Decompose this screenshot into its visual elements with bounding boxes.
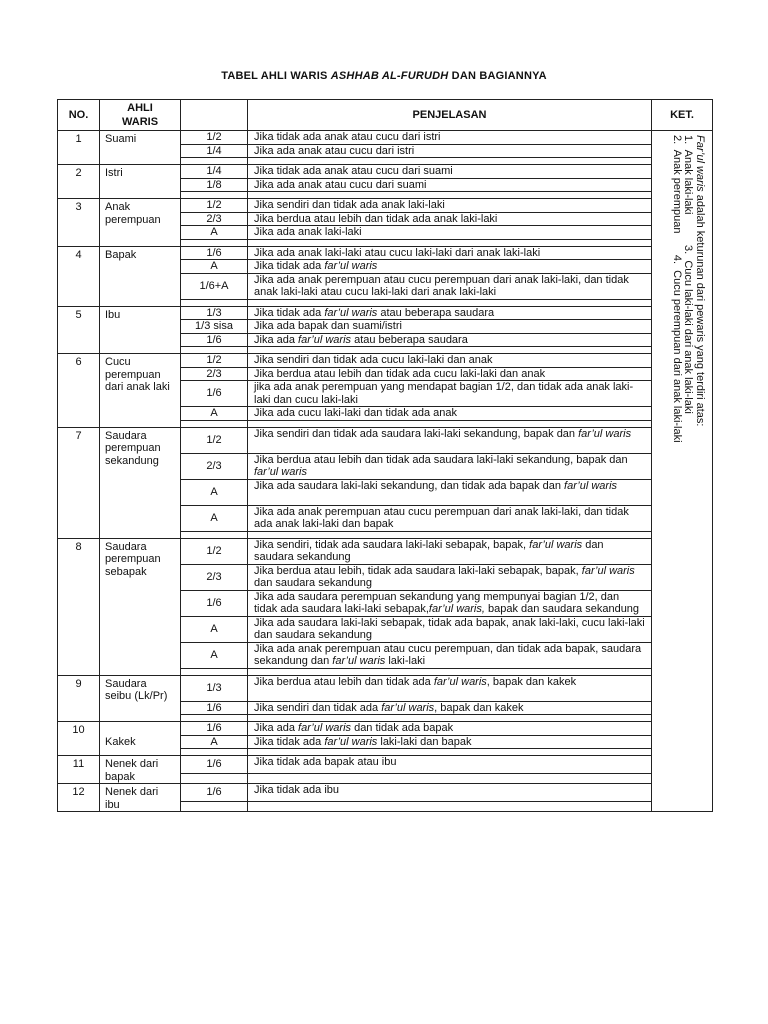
penjelasan-cell: Jika sendiri dan tidak ada far’ul waris, bapak dan kakek <box>248 701 652 715</box>
spacer-cell <box>181 192 248 199</box>
table-row <box>58 199 713 213</box>
penjelasan-cell: Jika berdua atau lebih dan tidak ada cucu laki-laki dan anak <box>248 367 652 381</box>
penjelasan-cell: Jika berdua atau lebih dan tidak ada far’ul waris, bapak dan kakek <box>248 675 652 701</box>
penjelasan-cell: Jika tidak ada far’ul waris <box>248 260 652 274</box>
penjelasan-cell: Jika tidak ada anak atau cucu dari suami <box>248 165 652 179</box>
penjelasan-cell: Jika ada anak perempuan atau cucu perempuan, dan tidak ada bapak, saudara sekandung dan far’ul waris laki-laki <box>248 642 652 668</box>
penjelasan-cell: Jika ada bapak dan suami/istri <box>248 320 652 334</box>
ahli-waris-name: Saudara seibu (Lk/Pr) <box>100 675 181 722</box>
spacer-cell <box>181 774 248 784</box>
bagian-cell: 1/2 <box>181 199 248 213</box>
bagian-cell: 2/3 <box>181 367 248 381</box>
spacer-cell <box>181 420 248 427</box>
spacer-cell <box>181 239 248 246</box>
spacer-cell <box>248 239 652 246</box>
penjelasan-cell: Jika sendiri dan tidak ada anak laki-laki <box>248 199 652 213</box>
penjelasan-cell: Jika tidak ada anak atau cucu dari istri <box>248 131 652 145</box>
spacer-cell <box>181 531 248 538</box>
penjelasan-cell: Jika berdua atau lebih dan tidak ada saudara laki-laki sekandung, bapak dan far’ul waris <box>248 453 652 479</box>
ket-term: Far’ul waris <box>694 135 706 192</box>
bagian-cell: 1/6 <box>181 784 248 802</box>
penjelasan-cell: Jika tidak ada ibu <box>248 784 652 802</box>
bagian-cell: A <box>181 479 248 505</box>
spacer-cell <box>181 749 248 756</box>
bagian-cell: 1/6 <box>181 756 248 774</box>
table-row <box>58 538 713 564</box>
row-number: 2 <box>58 165 100 199</box>
ahli-waris-name: Istri <box>100 165 181 199</box>
ket-note <box>671 135 706 465</box>
penjelasan-cell: Jika ada anak laki-laki <box>248 226 652 240</box>
bagian-cell: 2/3 <box>181 453 248 479</box>
spacer-cell <box>248 774 652 784</box>
bagian-cell: 1/2 <box>181 354 248 368</box>
bagian-cell: 1/2 <box>181 538 248 564</box>
table-row <box>58 354 713 368</box>
penjelasan-cell: Jika ada far’ul waris atau beberapa saudara <box>248 333 652 347</box>
penjelasan-cell: Jika ada cucu laki-laki dan tidak ada anak <box>248 407 652 421</box>
bagian-cell: 1/6 <box>181 701 248 715</box>
bagian-cell: 1/6+A <box>181 273 248 299</box>
bagian-cell: 1/4 <box>181 144 248 158</box>
penjelasan-cell: Jika berdua atau lebih dan tidak ada anak laki-laki <box>248 212 652 226</box>
bagian-cell: 1/2 <box>181 131 248 145</box>
ahli-waris-name: Ibu <box>100 306 181 354</box>
table-row <box>58 784 713 802</box>
bagian-cell: 1/6 <box>181 381 248 407</box>
penjelasan-cell: Jika sendiri dan tidak ada cucu laki-laki dan anak <box>248 354 652 368</box>
bagian-cell: 2/3 <box>181 212 248 226</box>
spacer-cell <box>248 347 652 354</box>
row-number: 4 <box>58 246 100 306</box>
bagian-cell: A <box>181 407 248 421</box>
bagian-cell: 2/3 <box>181 564 248 590</box>
bagian-cell: 1/6 <box>181 590 248 616</box>
row-number: 7 <box>58 427 100 538</box>
spacer-cell <box>248 802 652 812</box>
row-number: 11 <box>58 756 100 784</box>
penjelasan-cell: Jika tidak ada bapak atau ibu <box>248 756 652 774</box>
spacer-cell <box>248 158 652 165</box>
ahli-waris-name: Saudara perempuan sekandung <box>100 427 181 538</box>
header-penjelasan: PENJELASAN <box>248 100 652 131</box>
row-number: 5 <box>58 306 100 354</box>
ahli-waris-name: Kakek <box>100 722 181 756</box>
row-number: 6 <box>58 354 100 428</box>
header-ket: KET. <box>652 100 713 131</box>
table-header-row <box>58 100 713 131</box>
spacer-cell <box>181 668 248 675</box>
penjelasan-cell: Jika ada saudara perempuan sekandung yang mempunyai bagian 1/2, dan tidak ada saudara laki-laki sebapak,far’ul waris, bapak dan saudara sekandung <box>248 590 652 616</box>
spacer-cell <box>248 192 652 199</box>
penjelasan-cell: Jika tidak ada far’ul waris laki-laki dan bapak <box>248 735 652 749</box>
header-bagian <box>181 100 248 131</box>
row-number: 3 <box>58 199 100 247</box>
penjelasan-cell: jika ada anak perempuan yang mendapat bagian 1/2, dan tidak ada anak laki-laki dan cucu laki-laki <box>248 381 652 407</box>
ahli-waris-name: Suami <box>100 131 181 165</box>
row-number: 9 <box>58 675 100 722</box>
header-no: NO. <box>58 100 100 131</box>
penjelasan-cell: Jika tidak ada far’ul waris atau beberapa saudara <box>248 306 652 320</box>
bagian-cell: A <box>181 260 248 274</box>
penjelasan-cell: Jika ada anak atau cucu dari istri <box>248 144 652 158</box>
bagian-cell: A <box>181 226 248 240</box>
penjelasan-cell: Jika ada saudara laki-laki sekandung, dan tidak ada bapak dan far’ul waris <box>248 479 652 505</box>
penjelasan-cell: Jika ada saudara laki-laki sebapak, tidak ada bapak, anak laki-laki, cucu laki-laki dan saudara sekandung <box>248 616 652 642</box>
penjelasan-cell: Jika sendiri, tidak ada saudara laki-laki sebapak, bapak, far’ul waris dan saudara sekandung <box>248 538 652 564</box>
spacer-cell <box>248 715 652 722</box>
penjelasan-cell: Jika berdua atau lebih, tidak ada saudara laki-laki sebapak, bapak, far’ul waris dan saudara sekandung <box>248 564 652 590</box>
penjelasan-cell: Jika sendiri dan tidak ada saudara laki-laki sekandung, bapak dan far’ul waris <box>248 427 652 453</box>
bagian-cell: A <box>181 505 248 531</box>
penjelasan-cell: Jika ada anak perempuan atau cucu perempuan dari anak laki-laki, dan tidak anak laki-laki atau cucu laki-laki dari anak laki-laki <box>248 273 652 299</box>
row-number: 10 <box>58 722 100 756</box>
bagian-cell: 1/2 <box>181 427 248 453</box>
spacer-cell <box>248 420 652 427</box>
row-number: 8 <box>58 538 100 675</box>
penjelasan-cell: Jika ada anak atau cucu dari suami <box>248 178 652 192</box>
bagian-cell: 1/6 <box>181 246 248 260</box>
table-row <box>58 246 713 260</box>
table-row <box>58 306 713 320</box>
bagian-cell: A <box>181 642 248 668</box>
table-row <box>58 427 713 453</box>
bagian-cell: A <box>181 616 248 642</box>
spacer-cell <box>181 299 248 306</box>
bagian-cell: 1/3 sisa <box>181 320 248 334</box>
ahli-waris-table <box>57 99 713 812</box>
ahli-waris-name: Cucu perempuan dari anak laki <box>100 354 181 428</box>
bagian-cell: A <box>181 735 248 749</box>
penjelasan-cell: Jika ada anak laki-laki atau cucu laki-laki dari anak laki-laki <box>248 246 652 260</box>
table-row <box>58 675 713 701</box>
table-body <box>58 131 713 812</box>
spacer-cell <box>248 749 652 756</box>
penjelasan-cell: Jika ada anak perempuan atau cucu perempuan dari anak laki-laki, dan tidak ada anak laki-laki dan bapak <box>248 505 652 531</box>
spacer-cell <box>181 802 248 812</box>
row-number: 12 <box>58 784 100 812</box>
ahli-waris-name: Nenek dari bapak <box>100 756 181 784</box>
bagian-cell: 1/6 <box>181 722 248 736</box>
ahli-waris-name: Bapak <box>100 246 181 306</box>
table-row <box>58 131 713 145</box>
bagian-cell: 1/4 <box>181 165 248 179</box>
ahli-waris-name: Nenek dari ibu <box>100 784 181 812</box>
page-title: TABEL AHLI WARIS ASHHAB AL-FURUDH DAN BAGIANNYA <box>221 70 547 82</box>
ket-cell <box>652 131 713 812</box>
bagian-cell: 1/8 <box>181 178 248 192</box>
penjelasan-cell: Jika ada far’ul waris dan tidak ada bapak <box>248 722 652 736</box>
ket-item: 2. Anak perempuan 4. Cucu perempuan dari anak laki-laki <box>671 135 683 443</box>
bagian-cell: 1/6 <box>181 333 248 347</box>
ahli-waris-name: Saudara perempuan sebapak <box>100 538 181 675</box>
ahli-waris-name: Anak perempuan <box>100 199 181 247</box>
spacer-cell <box>248 299 652 306</box>
bagian-cell: 1/3 <box>181 675 248 701</box>
table-row <box>58 756 713 774</box>
spacer-cell <box>248 531 652 538</box>
header-ahli-waris: AHLI WARIS <box>100 100 181 131</box>
spacer-cell <box>181 158 248 165</box>
ket-item: 1. Anak laki-laki 3. Cucu laki-laki dari anak laki-laki <box>682 135 695 414</box>
bagian-cell: 1/3 <box>181 306 248 320</box>
row-number: 1 <box>58 131 100 165</box>
spacer-cell <box>181 715 248 722</box>
table-row <box>58 722 713 736</box>
spacer-cell <box>181 347 248 354</box>
ket-intro: adalah keturunan dari pewaris yang terdiri atas: <box>694 191 706 427</box>
spacer-cell <box>248 668 652 675</box>
table-row <box>58 165 713 179</box>
